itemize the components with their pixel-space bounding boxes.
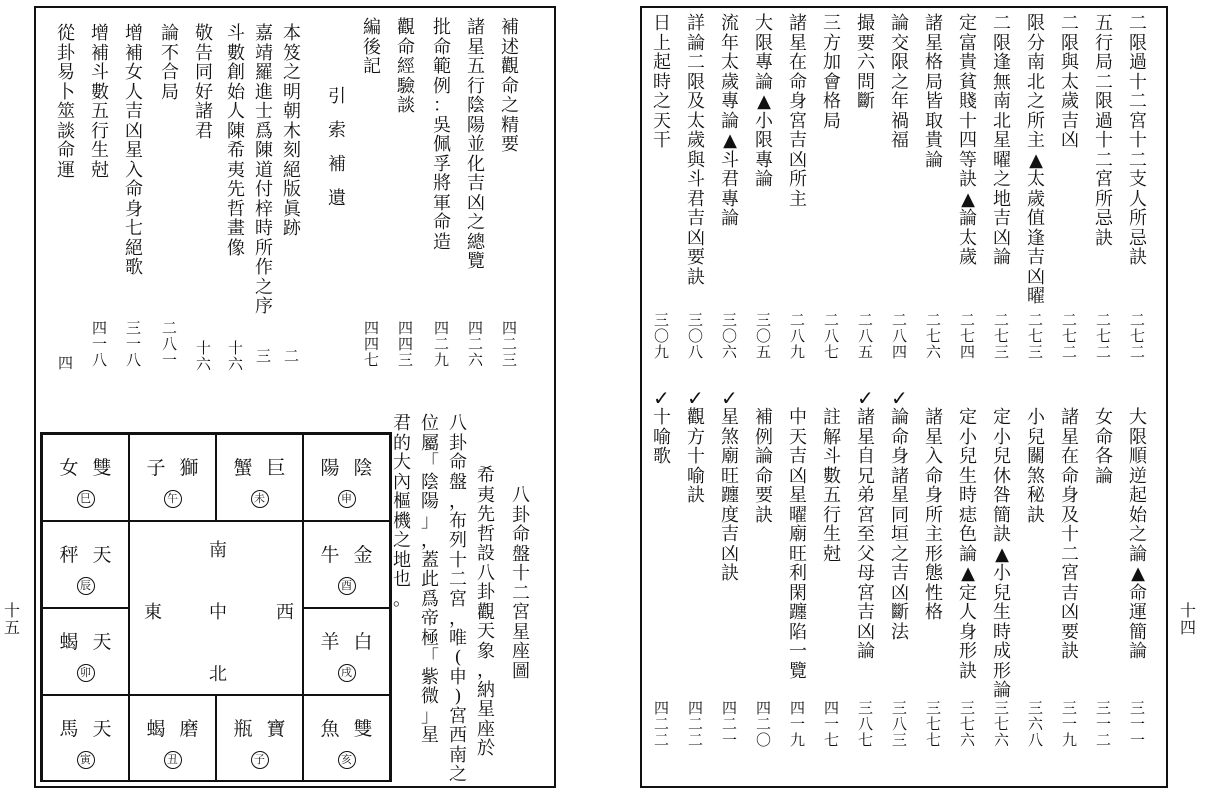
check-mark-icon: ✓ xyxy=(857,386,874,410)
zodiac-cell-branch: 未 xyxy=(251,490,269,508)
zodiac-cell-branch: 申 xyxy=(338,490,356,508)
toc-entry-page: 三 一 二 xyxy=(1096,699,1112,749)
toc-entry-page: 三 八 三 xyxy=(892,699,908,749)
toc-entry-title: 撮 要 六 問 斷 xyxy=(857,13,875,112)
zodiac-cell-name: 瓶寶 xyxy=(233,718,300,740)
toc-entry-title: 論 命 身 諸 星 同 垣 之 吉 凶 斷 法 xyxy=(891,407,909,643)
toc-entry-title: 諸 星 入 命 身 所 主 形 態 性 格 xyxy=(925,407,943,623)
toc-entry-title: 流 年 太 歲 專 論 ▲ 斗 君 專 論 xyxy=(721,13,739,229)
caption-line: 位 屬 「 陰 陽 」 ， 蓋 此 爲 帝 極 「 紫 微 」 星 xyxy=(421,413,439,746)
appendix-entry-title: 論 不 合 局 xyxy=(161,23,179,103)
zodiac-cell-name: 牛金 xyxy=(320,544,387,566)
toc-entry-title: 三 方 加 會 格 局 xyxy=(823,13,841,132)
toc-entry-page: 四 二 二 xyxy=(654,699,670,749)
toc-entry-title: 大 限 專 論 ▲ 小 限 專 論 xyxy=(755,13,773,190)
caption-line: 八 卦 命 盤 ， 布 列 十 二 宮 ， 唯 ( 申 ) 宮 西 南 之 xyxy=(449,413,467,785)
toc-entry-page: 三 一 一 xyxy=(1130,699,1146,749)
toc-entry-page: 二 七 三 xyxy=(1028,311,1044,361)
check-mark-icon: ✓ xyxy=(653,386,670,410)
zodiac-cell-name: 女雙 xyxy=(59,457,126,479)
zodiac-cell xyxy=(216,695,303,782)
zodiac-cell-branch: 子 xyxy=(251,751,269,769)
zodiac-cell-name: 馬天 xyxy=(59,718,126,740)
right-page-number-text: 十 四 xyxy=(1180,601,1197,637)
zodiac-cell xyxy=(129,695,216,782)
appendix-entry-title: 敬 告 同 好 諸 君 xyxy=(195,23,213,142)
toc-entry-page: 四 二 二 xyxy=(688,699,704,749)
toc-entry-page: 四 二 〇 xyxy=(756,699,772,749)
caption-line: 君 的 大 內 樞 機 之 地 也 。 xyxy=(393,413,411,610)
zodiac-cell xyxy=(42,434,129,521)
zodiac-cell-branch: 亥 xyxy=(338,751,356,769)
toc-entry-page: 二 七 二 xyxy=(1062,311,1078,361)
left-page-number xyxy=(4,602,20,636)
toc-entry-title: 觀 方 十 喻 訣 xyxy=(687,407,705,506)
left-page-number-text: 十 五 xyxy=(4,601,21,637)
toc-entry-page: 三 一 九 xyxy=(1062,699,1078,749)
toc-entry-title: 二 限 與 太 歲 吉 凶 xyxy=(1061,13,1079,151)
zodiac-cell-branch: 戌 xyxy=(338,664,356,682)
appendix-entry-page: 四 一 八 xyxy=(92,319,108,369)
toc-entry-page: 四 四 三 xyxy=(398,319,414,369)
zodiac-cell-name: 蟹巨 xyxy=(233,457,300,479)
toc-entry-title: 編 後 記 xyxy=(363,17,381,77)
toc-entry-title: 註 解 斗 數 五 行 生 尅 xyxy=(823,407,841,565)
toc-entry-page: 四 二 三 xyxy=(502,319,518,369)
toc-entry-title: 限 分 南 北 之 所 主 ▲ 太 歲 值 逢 吉 凶 曜 xyxy=(1027,13,1045,307)
direction-north: 北 xyxy=(209,664,227,685)
zodiac-cell-branch: 丑 xyxy=(164,751,182,769)
zodiac-cell xyxy=(216,434,303,521)
zodiac-cell-branch: 午 xyxy=(164,490,182,508)
zodiac-cell-name: 秤天 xyxy=(59,544,126,566)
toc-entry-page: 二 七 三 xyxy=(994,311,1010,361)
toc-entry-page: 三 〇 九 xyxy=(654,311,670,361)
zodiac-cell-branch: 酉 xyxy=(338,577,356,595)
zodiac-cell xyxy=(303,608,390,695)
toc-entry-title: 日 上 起 時 之 天 干 xyxy=(653,13,671,151)
toc-entry-page: 二 八 七 xyxy=(824,311,840,361)
toc-entry-title: 二 限 過 十 二 宮 十 二 支 人 所 忌 訣 xyxy=(1129,13,1147,268)
appendix-entry-title: 斗 數 創 始 人 陳 希 夷 先 哲 畫 像 xyxy=(227,23,245,259)
direction-south: 南 xyxy=(209,540,227,561)
appendix-entry-page: 二 八 一 xyxy=(162,319,178,369)
zodiac-cell xyxy=(303,695,390,782)
toc-entry-page: 三 〇 五 xyxy=(756,311,772,361)
toc-entry-page: 二 八 五 xyxy=(858,311,874,361)
zodiac-cell-branch: 卯 xyxy=(77,664,95,682)
toc-entry-page: 四 二 六 xyxy=(468,319,484,369)
toc-entry-title: 諸 星 在 命 身 及 十 二 宮 吉 凶 要 訣 xyxy=(1061,407,1079,662)
toc-entry-page: 四 二 九 xyxy=(434,319,450,369)
toc-entry-title: 詳 論 二 限 及 太 歲 與 斗 君 吉 凶 要 訣 xyxy=(687,13,705,288)
toc-entry-title: 諸 星 格 局 皆 取 貴 論 xyxy=(925,13,943,171)
appendix-entry-page: 四 xyxy=(58,354,74,372)
toc-entry-title: 星 煞 廟 旺 躔 度 吉 凶 訣 xyxy=(721,407,739,584)
appendix-entry-title: 本 笈 之 明 朝 木 刻 絕 版 眞 跡 xyxy=(283,23,301,239)
appendix-entry-title: 增 補 斗 數 五 行 生 尅 xyxy=(91,23,109,181)
toc-entry-title: 觀 命 經 驗 談 xyxy=(397,17,415,116)
chart-center xyxy=(129,521,303,695)
toc-entry-page: 四 一 七 xyxy=(824,699,840,749)
toc-entry-page: 二 八 四 xyxy=(892,311,908,361)
appendix-entry-page: 二 xyxy=(284,347,300,365)
zodiac-cell-name: 魚雙 xyxy=(320,718,387,740)
toc-entry-page: 三 七 六 xyxy=(994,699,1010,749)
toc-entry-title: 補 述 觀 命 之 精 要 xyxy=(501,17,519,155)
toc-entry-title: 批 命 範 例 ： 吳 佩 孚 將 軍 命 造 xyxy=(433,17,451,253)
zodiac-cell-name: 蝎天 xyxy=(59,631,126,653)
toc-entry-title: 五 行 局 二 限 過 十 二 宮 所 忌 訣 xyxy=(1095,13,1113,249)
zodiac-cell-branch: 巳 xyxy=(77,490,95,508)
toc-entry-title: 十 喻 歌 xyxy=(653,407,671,467)
direction-east: 東 xyxy=(144,602,162,623)
toc-entry-title: 二 限 逢 無 南 北 星 曜 之 地 吉 凶 論 xyxy=(993,13,1011,268)
zodiac-cell xyxy=(303,434,390,521)
appendix-entry-title: 從 卦 易 卜 筮 談 命 運 xyxy=(57,23,75,181)
zodiac-cell xyxy=(129,434,216,521)
toc-entry-page: 四 二 一 xyxy=(722,699,738,749)
toc-entry-title: 諸 星 在 命 身 宮 吉 凶 所 主 xyxy=(789,13,807,210)
zodiac-cell-name: 蝎磨 xyxy=(146,718,213,740)
toc-entry-page: 二 七 二 xyxy=(1096,311,1112,361)
toc-entry-page: 四 一 九 xyxy=(790,699,806,749)
zodiac-cell xyxy=(42,521,129,608)
toc-entry-title: 中 天 吉 凶 星 曜 廟 旺 利 閑 躔 陷 一 覽 xyxy=(789,407,807,682)
toc-entry-title: 定 小 兒 休 咎 簡 訣 ▲ 小 兒 生 時 成 形 論 xyxy=(993,407,1011,701)
toc-entry-title: 大 限 順 逆 起 始 之 論 ▲ 命 運 簡 論 xyxy=(1129,407,1147,662)
check-mark-icon: ✓ xyxy=(721,386,738,410)
zodiac-cell xyxy=(42,695,129,782)
toc-entry-page: 四 四 七 xyxy=(364,319,380,369)
zodiac-cell-branch: 辰 xyxy=(77,577,95,595)
toc-entry-page: 二 七 二 xyxy=(1130,311,1146,361)
toc-entry-page: 三 〇 八 xyxy=(688,311,704,361)
zodiac-cell-name: 子獅 xyxy=(146,457,213,479)
zodiac-cell xyxy=(303,521,390,608)
check-mark-icon: ✓ xyxy=(687,386,704,410)
toc-entry-title: 諸 星 五 行 陰 陽 並 化 吉 凶 之 總 覽 xyxy=(467,17,485,272)
toc-entry-page: 三 七 七 xyxy=(926,699,942,749)
toc-entry-title: 補 例 論 命 要 訣 xyxy=(755,407,773,526)
toc-entry-page: 三 八 七 xyxy=(858,699,874,749)
right-page-number xyxy=(1180,602,1196,636)
direction-west: 西 xyxy=(276,602,294,623)
direction-middle: 中 xyxy=(209,602,227,623)
toc-entry-page: 二 八 九 xyxy=(790,311,806,361)
appendix-entry-page: 三 xyxy=(256,347,272,365)
zodiac-cell xyxy=(42,608,129,695)
caption-title: 八 卦 命 盤 十 二 宮 星 座 圖 xyxy=(512,485,530,682)
zodiac-cell-name: 陽陰 xyxy=(320,457,387,479)
appendix-entry-page: 三 一 八 xyxy=(126,319,142,369)
toc-entry-title: 小 兒 關 煞 秘 訣 xyxy=(1027,407,1045,526)
toc-entry-page: 三 六 八 xyxy=(1028,699,1044,749)
toc-entry-page: 三 〇 六 xyxy=(722,311,738,361)
appendix-entry-page: 十 六 xyxy=(228,339,244,373)
appendix-entry-title: 嘉 靖 羅 進 士 爲 陳 道 付 梓 時 所 作 之 序 xyxy=(255,23,273,317)
toc-entry-title: 女 命 各 論 xyxy=(1095,407,1113,487)
toc-entry-page: 三 七 六 xyxy=(960,699,976,749)
toc-entry-title: 定 富 貴 貧 賤 十 四 等 訣 ▲ 論 太 歲 xyxy=(959,13,977,268)
appendix-entry-page: 十 六 xyxy=(196,339,212,373)
caption-line: 希 夷 先 哲 設 八 卦 觀 天 象 ， 納 星 座 於 xyxy=(477,465,495,759)
appendix-entry-title: 增 補 女 人 吉 凶 星 入 命 身 七 絕 歌 xyxy=(125,23,143,278)
toc-entry-title: 論 交 限 之 年 禍 福 xyxy=(891,13,909,151)
toc-entry-title: 諸 星 自 兄 弟 宮 至 父 母 宮 吉 凶 論 xyxy=(857,407,875,662)
check-mark-icon: ✓ xyxy=(891,386,908,410)
zodiac-cell-branch: 寅 xyxy=(77,751,95,769)
appendix-heading: 引 索 補 遺 xyxy=(328,86,346,209)
toc-entry-page: 二 七 四 xyxy=(960,311,976,361)
toc-entry-page: 二 七 六 xyxy=(926,311,942,361)
zodiac-cell-name: 羊白 xyxy=(320,631,387,653)
toc-entry-title: 定 小 兒 生 時 痣 色 論 ▲ 定 人 身 形 訣 xyxy=(959,407,977,682)
zodiac-chart xyxy=(40,432,392,782)
